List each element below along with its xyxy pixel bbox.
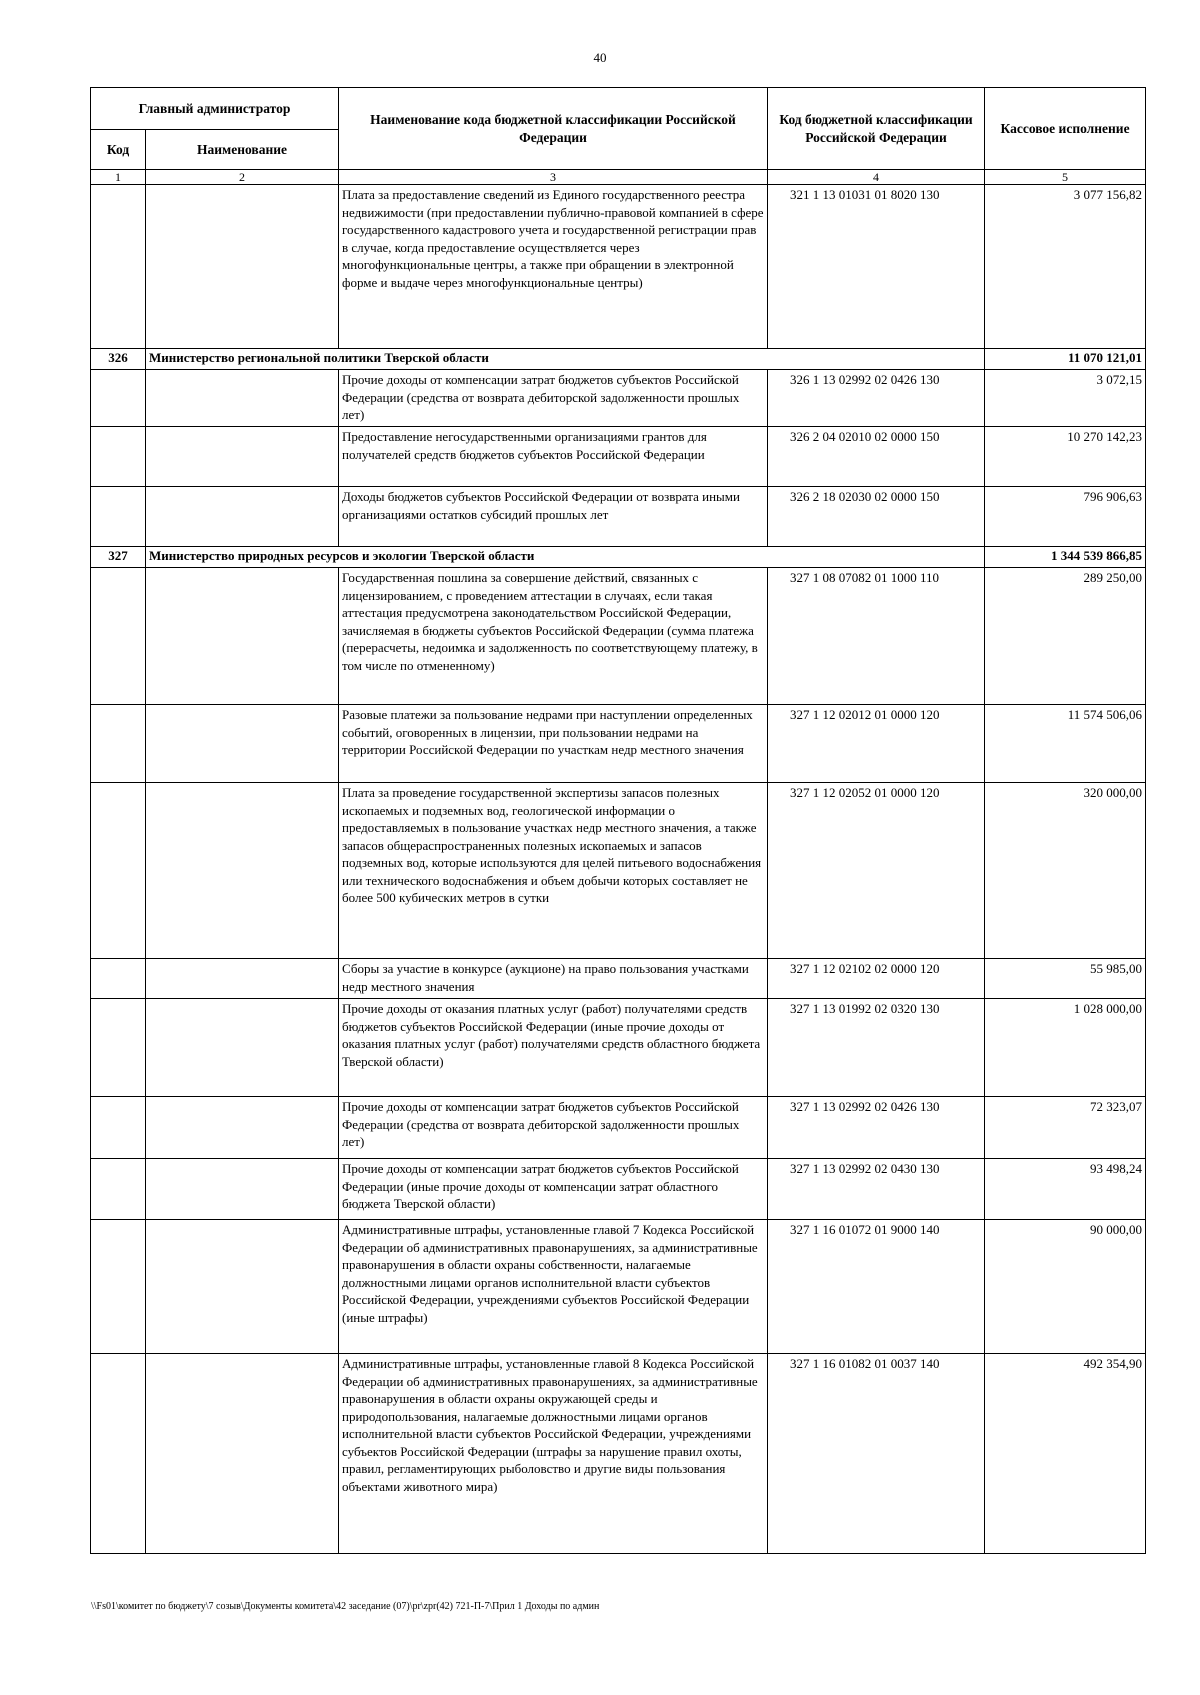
column-number: 5 [985, 170, 1146, 185]
row-kbk: 327 1 13 02992 02 0426 130 [768, 1097, 985, 1159]
table-row [91, 959, 1146, 999]
row-amount: 796 906,63 [985, 487, 1146, 547]
table-row [91, 1354, 1146, 1554]
row-kbk: 327 1 13 01992 02 0320 130 [768, 999, 985, 1097]
table-row [91, 487, 1146, 547]
row-name: Плата за проведение государственной экспертизы запасов полезных ископаемых и подземных вод, геологической информации о предоставляемых в пользование участках недр местного значения, а также запасов общераспространенных полезных ископаемых и запасов подземных вод, которые используются для целей питьевого водоснабжения или технического водоснабжения и объем добычи которых составляет не более 500 кубических метров в сутки [339, 783, 768, 959]
column-number: 2 [146, 170, 339, 185]
row-name: Государственная пошлина за совершение действий, связанных с лицензированием, с проведением аттестации в случаях, если такая аттестация предусмотрена законодательством Российской Федерации, зачисляемая в бюджеты субъектов Российской Федерации (сумма платежа (перерасчеты, недоимка и задолженность по соответствующему платежу, в том числе по отмененному) [339, 568, 768, 705]
table-row [91, 568, 1146, 705]
admin-code: 326 [91, 349, 146, 370]
header-name: Наименование [146, 130, 339, 170]
row-kbk: 327 1 16 01072 01 9000 140 [768, 1220, 985, 1354]
table-row [91, 185, 1146, 349]
admin-name: Министерство природных ресурсов и экологии Тверской области [146, 547, 985, 568]
row-name: Прочие доходы от компенсации затрат бюджетов субъектов Российской Федерации (иные прочие доходы от компенсации затрат областного бюджета Тверской области) [339, 1159, 768, 1220]
row-amount: 93 498,24 [985, 1159, 1146, 1220]
row-amount: 492 354,90 [985, 1354, 1146, 1554]
table-row [91, 1159, 1146, 1220]
row-name: Сборы за участие в конкурсе (аукционе) на право пользования участками недр местного значения [339, 959, 768, 999]
row-kbk: 327 1 12 02052 01 0000 120 [768, 783, 985, 959]
header-main-admin: Главный администратор [91, 88, 339, 130]
admin-amount: 1 344 539 866,85 [985, 547, 1146, 568]
row-amount: 3 072,15 [985, 370, 1146, 427]
row-kbk: 327 1 13 02992 02 0430 130 [768, 1159, 985, 1220]
page-number: 40 [593, 50, 607, 65]
row-kbk: 327 1 16 01082 01 0037 140 [768, 1354, 985, 1554]
footer-file-path: \\Fs01\комитет по бюджету\7 созыв\Документы комитета\42 заседание (07)\pr\zpr(42) 721-П-7\Прил 1 Доходы по админ [91, 1601, 600, 1612]
header-kbk-code: Код бюджетной классификации Российской Федерации [768, 88, 985, 170]
row-amount: 1 028 000,00 [985, 999, 1146, 1097]
header-kbk-name: Наименование кода бюджетной классификации Российской Федерации [339, 88, 768, 170]
table-row [91, 1097, 1146, 1159]
row-name: Прочие доходы от компенсации затрат бюджетов субъектов Российской Федерации (средства от возврата дебиторской задолженности прошлых лет) [339, 1097, 768, 1159]
row-name: Доходы бюджетов субъектов Российской Федерации от возврата иными организациями остатков субсидий прошлых лет [339, 487, 768, 547]
admin-name: Министерство региональной политики Тверской области [146, 349, 985, 370]
row-kbk: 326 2 18 02030 02 0000 150 [768, 487, 985, 547]
row-kbk: 326 2 04 02010 02 0000 150 [768, 427, 985, 487]
column-numbers-row [91, 170, 1146, 185]
table-row [91, 427, 1146, 487]
row-amount: 55 985,00 [985, 959, 1146, 999]
admin-row [91, 349, 1146, 370]
row-amount: 11 574 506,06 [985, 705, 1146, 783]
header-execution: Кассовое исполнение [985, 88, 1146, 170]
admin-code: 327 [91, 547, 146, 568]
row-kbk: 326 1 13 02992 02 0426 130 [768, 370, 985, 427]
table-row [91, 370, 1146, 427]
row-amount: 3 077 156,82 [985, 185, 1146, 349]
row-name: Разовые платежи за пользование недрами при наступлении определенных событий, оговоренных в лицензии, при пользовании недрами на территории Российской Федерации по участкам недр местного значения [339, 705, 768, 783]
column-number: 3 [339, 170, 768, 185]
row-amount: 90 000,00 [985, 1220, 1146, 1354]
admin-amount: 11 070 121,01 [985, 349, 1146, 370]
row-amount: 72 323,07 [985, 1097, 1146, 1159]
row-kbk: 327 1 08 07082 01 1000 110 [768, 568, 985, 705]
row-amount: 320 000,00 [985, 783, 1146, 959]
row-kbk: 321 1 13 01031 01 8020 130 [768, 185, 985, 349]
row-amount: 10 270 142,23 [985, 427, 1146, 487]
row-name: Прочие доходы от компенсации затрат бюджетов субъектов Российской Федерации (средства от возврата дебиторской задолженности прошлых лет) [339, 370, 768, 427]
row-kbk: 327 1 12 02012 01 0000 120 [768, 705, 985, 783]
column-number: 1 [91, 170, 146, 185]
admin-row [91, 547, 1146, 568]
row-name: Административные штрафы, установленные главой 7 Кодекса Российской Федерации об административных правонарушениях, за административные правонарушения в области охраны собственности, налагаемые должностными лицами органов исполнительной власти субъектов Российской Федерации, учреждениями субъектов Российской Федерации (иные штрафы) [339, 1220, 768, 1354]
row-name: Предоставление негосударственными организациями грантов для получателей средств бюджетов субъектов Российской Федерации [339, 427, 768, 487]
row-name: Прочие доходы от оказания платных услуг (работ) получателями средств бюджетов субъектов Российской Федерации (иные прочие доходы от оказания платных услуг (работ) получателями средств областного бюджета Тверской области) [339, 999, 768, 1097]
column-number: 4 [768, 170, 985, 185]
row-name: Административные штрафы, установленные главой 8 Кодекса Российской Федерации об административных правонарушениях, за административные правонарушения в области охраны окружающей среды и природопользования, налагаемые должностными лицами органов исполнительной власти субъектов Российской Федерации, учреждениями субъектов Российской Федерации (штрафы за нарушение правил охоты, правил, регламентирующих рыболовство и другие виды пользования объектами животного мира) [339, 1354, 768, 1554]
row-name: Плата за предоставление сведений из Единого государственного реестра недвижимости (при предоставлении публично-правовой компанией в сфере государственного кадастрового учета и государственной регистрации прав в случае, когда предоставление осуществляется через многофункциональные центры, а также при обращении в электронной форме и выдаче через многофункциональные центры) [339, 185, 768, 349]
header-code: Код [91, 130, 146, 170]
table-row [91, 783, 1146, 959]
table-row [91, 999, 1146, 1097]
table-row [91, 1220, 1146, 1354]
revenue-table [90, 87, 1146, 1554]
table-row [91, 705, 1146, 783]
row-kbk: 327 1 12 02102 02 0000 120 [768, 959, 985, 999]
row-amount: 289 250,00 [985, 568, 1146, 705]
